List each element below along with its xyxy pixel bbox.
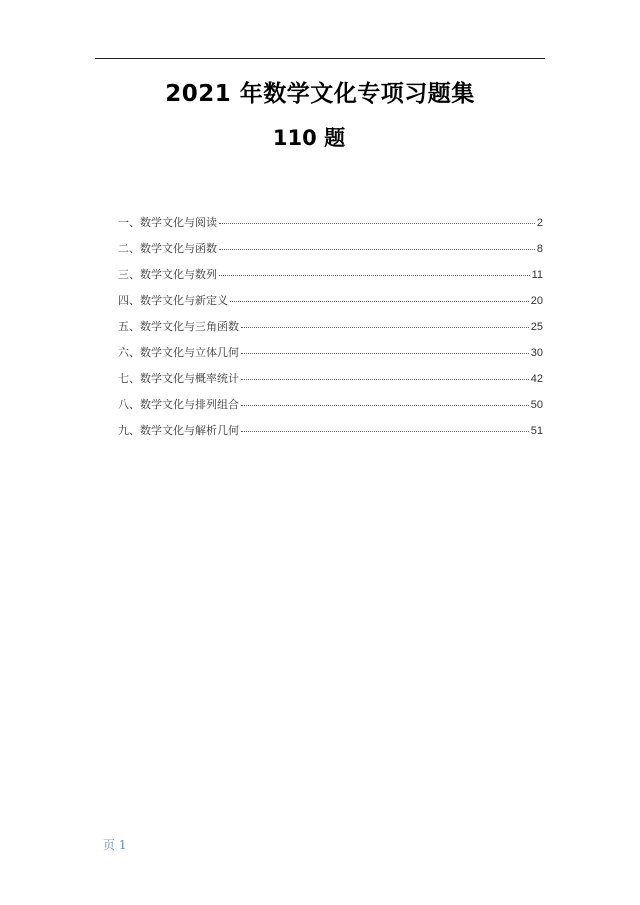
toc-entry[interactable]	[118, 240, 543, 266]
toc-entry-page: 42	[530, 373, 543, 385]
toc-leader-dots	[241, 379, 529, 380]
page-number-footer: 页 1	[103, 838, 127, 852]
toc-entry-page: 20	[530, 295, 543, 307]
toc-entry[interactable]	[118, 214, 543, 240]
toc-entry-label: 七、数学文化与概率统计	[118, 372, 239, 385]
toc-entry-page: 30	[530, 347, 543, 359]
toc-leader-dots	[230, 301, 529, 302]
toc-leader-dots	[219, 223, 535, 224]
toc-entry-label: 三、数学文化与数列	[118, 268, 217, 281]
toc-entry[interactable]	[118, 370, 543, 396]
toc-entry[interactable]	[118, 396, 543, 422]
document-subtitle: 110 题	[272, 126, 346, 150]
toc-entry[interactable]	[118, 422, 543, 448]
toc-entry-page: 2	[536, 217, 543, 229]
toc-entry[interactable]	[118, 318, 543, 344]
toc-entry-label: 五、数学文化与三角函数	[118, 320, 239, 333]
toc-entry-page: 50	[530, 399, 543, 411]
document-title: 2021 年数学文化专项习题集	[165, 81, 475, 107]
toc-entry-page: 25	[530, 321, 543, 333]
toc-entry-page: 8	[536, 243, 543, 255]
header-rule	[95, 58, 545, 59]
toc-entry[interactable]	[118, 292, 543, 318]
toc-leader-dots	[241, 405, 529, 406]
toc-leader-dots	[241, 353, 529, 354]
toc-entry-page: 11	[531, 269, 543, 281]
toc-entry-label: 四、数学文化与新定义	[118, 294, 228, 307]
toc-entry-label: 一、数学文化与阅读	[118, 216, 217, 229]
toc-entry[interactable]	[118, 344, 543, 370]
toc-entry-label: 六、数学文化与立体几何	[118, 346, 239, 359]
toc-entry-page: 51	[530, 425, 543, 437]
toc-leader-dots	[219, 275, 530, 276]
table-of-contents	[118, 214, 543, 448]
toc-entry-label: 九、数学文化与解析几何	[118, 424, 239, 437]
toc-entry[interactable]	[118, 266, 543, 292]
toc-entry-label: 二、数学文化与函数	[118, 242, 217, 255]
toc-leader-dots	[241, 431, 529, 432]
toc-entry-label: 八、数学文化与排列组合	[118, 398, 239, 411]
toc-leader-dots	[219, 249, 535, 250]
toc-leader-dots	[241, 327, 529, 328]
